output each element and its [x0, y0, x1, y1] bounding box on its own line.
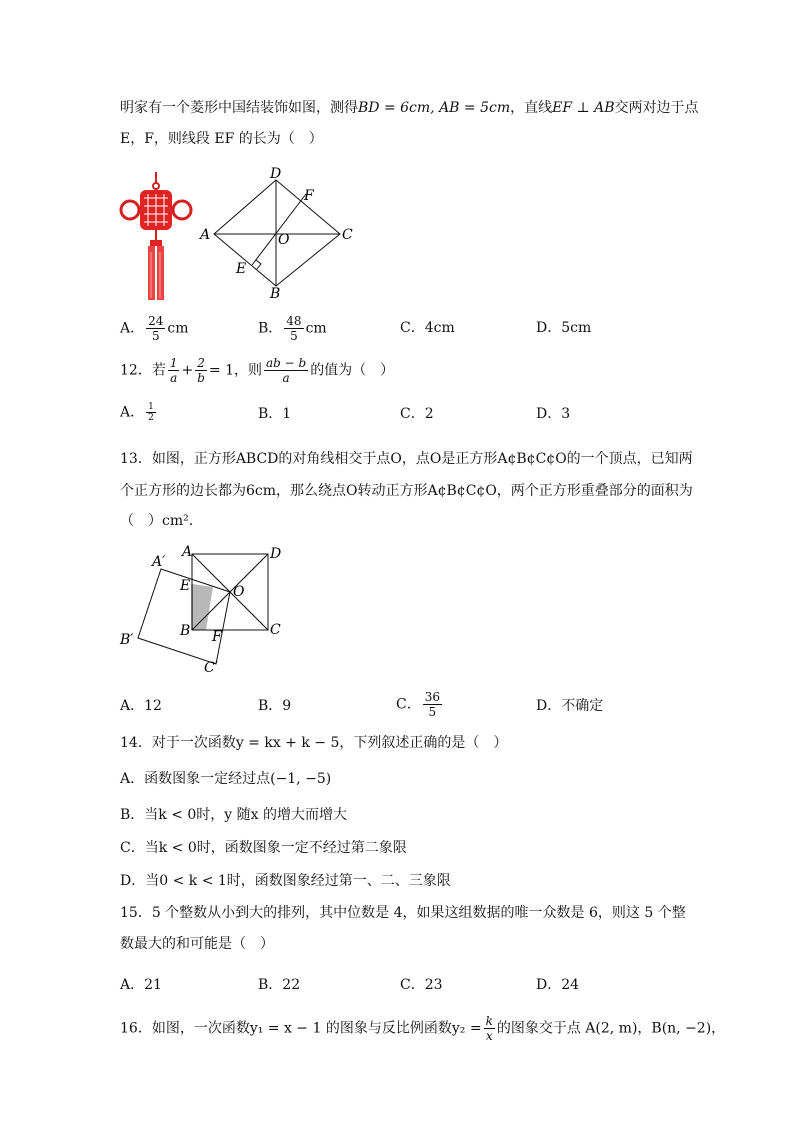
label-E: E: [236, 261, 247, 277]
label-B: B: [180, 623, 191, 639]
q13-stem-line2: 个正方形的边长都为6cm，那么绕点O转动正方形A¢B¢C¢O，两个正方形重叠部分的面积为: [120, 483, 693, 499]
q14-option-a[interactable]: A．函数图象一定经过点(−1, −5): [120, 771, 332, 787]
q15-option-d[interactable]: D．24: [536, 977, 580, 993]
q11-option-c[interactable]: C．4cm: [400, 320, 455, 336]
squares-figure: [118, 544, 288, 678]
label-F: F: [212, 629, 222, 645]
label-C-prime: C′: [204, 660, 218, 676]
q16-stem: 16．如图，一次函数y₁ = x − 1 的图象与反比例函数y₂ = $\frac{k}{x}$ 的图象交于点 A(2, m)，B(n, −2)，: [120, 1014, 726, 1043]
label-C: C: [342, 227, 353, 243]
label-A: A: [200, 227, 211, 243]
rhombus-figure: [196, 166, 366, 300]
q12-option-b[interactable]: B．1: [258, 406, 292, 422]
q12-option-d[interactable]: D．3: [536, 406, 571, 422]
q13-stem-line1: 13．如图，正方形ABCD的对角线相交于点O，点O是正方形A¢B¢C¢O的一个顶点，已知两: [120, 451, 693, 467]
label-C: C: [270, 622, 281, 638]
q11-option-b[interactable]: B． $\frac{48}{5}$ cm: [258, 314, 327, 343]
label-A: A: [182, 544, 193, 560]
label-O: O: [278, 232, 290, 248]
label-B: B: [270, 286, 281, 300]
q13-option-b[interactable]: B．9: [258, 698, 292, 714]
q11-option-d[interactable]: D．5cm: [536, 320, 592, 336]
label-D: D: [270, 546, 282, 562]
q14-option-d[interactable]: D．当0 < k < 1时，函数图象经过第一、二、三象限: [120, 873, 451, 889]
label-D: D: [270, 166, 282, 182]
label-A-prime: A′: [152, 554, 166, 570]
q13-option-a[interactable]: A．12: [120, 698, 162, 714]
q15-option-b[interactable]: B．22: [258, 977, 301, 993]
q14-stem: 14．对于一次函数y = kx + k − 5，下列叙述正确的是（ ）: [120, 735, 508, 751]
q15-stem-line2: 数最大的和可能是（ ）: [120, 936, 274, 952]
q11-option-a[interactable]: A． $\frac{24}{5}$ cm: [120, 314, 189, 343]
label-O: O: [233, 584, 245, 600]
q13-stem-line3: （ ）cm².: [120, 513, 194, 529]
q12-option-c[interactable]: C．2: [400, 406, 434, 422]
chinese-knot-image: [118, 172, 194, 302]
q11-stem-line1: 明家有一个菱形中国结装饰如图，测得BD = 6cm, AB = 5cm，直线EF ⊥ AB交两对边于点: [120, 100, 699, 116]
label-E: E: [180, 578, 191, 594]
label-B-prime: B′: [120, 632, 134, 648]
q14-option-c[interactable]: C．当k < 0时，函数图象一定不经过第二象限: [120, 840, 407, 856]
q15-option-c[interactable]: C．23: [400, 977, 443, 993]
q11-stem-line2: E，F，则线段 EF 的长为（ ）: [120, 131, 323, 147]
q15-option-a[interactable]: A．21: [120, 977, 162, 993]
q14-option-b[interactable]: B．当k < 0时，y 随x 的增大而增大: [120, 807, 348, 823]
q15-stem-line1: 15．5 个整数从小到大的排列，其中位数是 4，如果这组数据的唯一众数是 6，则这 5 个整: [120, 905, 686, 921]
q12-option-a[interactable]: A． $\frac{1}{2}$: [120, 402, 154, 423]
q13-option-c[interactable]: C． $\frac{36}{5}$: [396, 690, 440, 719]
q13-option-d[interactable]: D．不确定: [536, 698, 604, 714]
label-F: F: [304, 188, 314, 204]
q12-stem: 12．若 $\frac{1}{a}$ + $\frac{2}{b}$ = 1，则 $\frac{ab - b}{a}$ 的值为（ ）: [120, 356, 395, 385]
